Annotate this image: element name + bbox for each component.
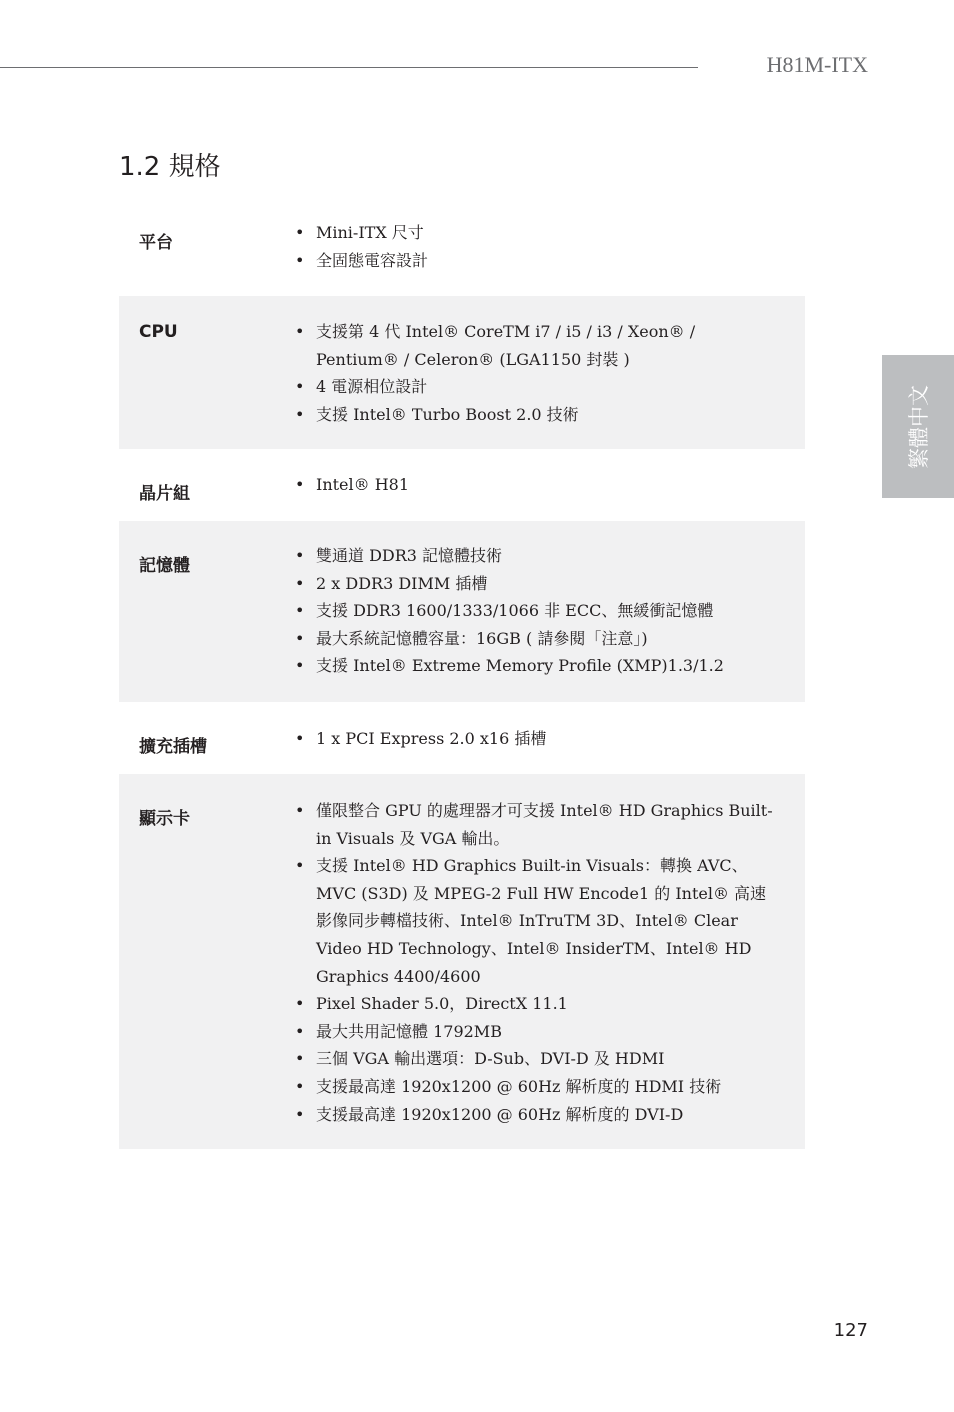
spec-item: • Mini-ITX 尺寸 [281,219,781,247]
spec-row-platform [119,200,805,296]
spec-label-memory: 記憶體 [139,556,190,576]
section-title: 1.2 規格 [119,152,221,182]
spec-label-chipset: 晶片組 [139,484,190,504]
spec-row-cpu [119,296,805,449]
spec-table [119,200,805,1149]
spec-item: • 支援第 4 代 Intel® CoreTM i7 / i5 / i3 / Xeon® / Pentium® / Celeron® (LGA1150 封裝 ) [281,318,781,373]
spec-item: • 雙通道 DDR3 記憶體技術 [281,542,781,570]
spec-items-platform [281,200,805,296]
spec-item: • 支援 Intel® Extreme Memory Profile (XMP)1.3/1.2 [281,652,781,680]
spec-label-expansion-slots: 擴充插槽 [139,737,207,757]
page-number: 127 [833,1320,868,1341]
spec-item: • 三個 VGA 輸出選項：D-Sub、DVI-D 及 HDMI [281,1045,781,1073]
language-tab-label: 繁體中文 [907,384,931,469]
spec-row-graphics [119,774,805,1149]
spec-row-memory [119,521,805,702]
spec-items-cpu [281,296,805,449]
spec-item: • 2 x DDR3 DIMM 插槽 [281,570,781,598]
spec-items-graphics [281,774,805,1149]
spec-item: • 支援 DDR3 1600/1333/1066 非 ECC、無緩衝記憶體 [281,597,781,625]
spec-item: • 1 x PCI Express 2.0 x16 插槽 [281,725,781,753]
spec-item: • 最大系統記憶體容量：16GB ( 請參閱「注意」) [281,625,781,653]
spec-item: • 4 電源相位設計 [281,373,781,401]
spec-row-expansion-slots [119,702,805,774]
spec-item: • 僅限整合 GPU 的處理器才可支援 Intel® HD Graphics Built-in Visuals 及 VGA 輸出。 [281,797,781,852]
spec-label-cpu: CPU [139,322,178,342]
header-rule [0,67,698,68]
spec-label-graphics: 顯示卡 [139,809,190,829]
spec-row-chipset [119,449,805,521]
spec-items-memory [281,521,805,702]
spec-item: • 支援 Intel® HD Graphics Built-in Visuals：轉換 AVC、MVC (S3D) 及 MPEG-2 Full HW Encode1 的 Intel® 高速影像同步轉檔技術、Intel® InTruTM 3D、Intel® Clear Video HD Technology、Intel® InsiderTM、Intel® HD Graphics 4400/4600 [281,852,781,990]
language-side-tab [882,355,954,498]
model-name: H81M-ITX [766,52,868,77]
spec-item: • 支援 Intel® Turbo Boost 2.0 技術 [281,401,781,429]
spec-item: • 支援最高達 1920x1200 @ 60Hz 解析度的 HDMI 技術 [281,1073,781,1101]
spec-label-platform: 平台 [139,233,173,253]
spec-items-chipset [281,449,805,521]
spec-items-expansion-slots [281,702,805,774]
spec-item: • 全固態電容設計 [281,247,781,275]
spec-item: • Pixel Shader 5.0，DirectX 11.1 [281,990,781,1018]
spec-item: • Intel® H81 [281,471,781,499]
spec-item: • 最大共用記憶體 1792MB [281,1018,781,1046]
spec-item: • 支援最高達 1920x1200 @ 60Hz 解析度的 DVI-D [281,1101,781,1129]
